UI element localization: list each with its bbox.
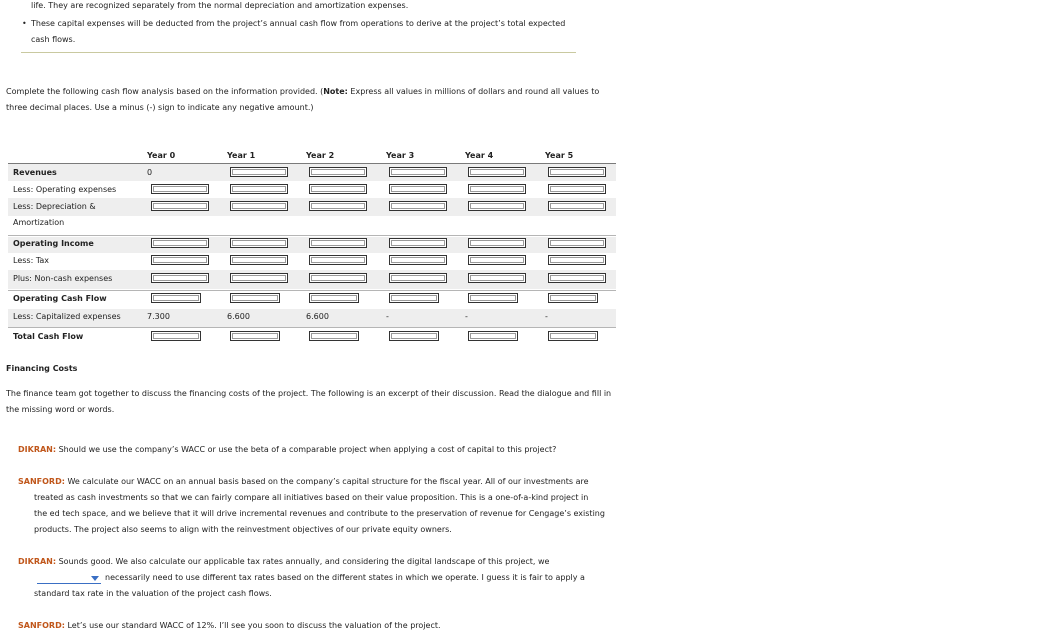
tax-rate-dropdown[interactable] [37, 573, 101, 584]
input-ocf-year0[interactable] [151, 293, 201, 303]
instructions-note: Note: [323, 87, 348, 96]
header-year-0: Year 0 [147, 151, 176, 160]
speaker-sanford: SANFORD: [18, 477, 65, 486]
input-opex-year5[interactable] [548, 184, 606, 194]
dialogue-sanford-2 [18, 618, 441, 634]
dikran2-text-1: Sounds good. We also calculate our applicable tax rates annually, and considering the digital landscape of this project, we [56, 557, 550, 566]
label-capitalized: Less: Capitalized expenses [13, 312, 121, 321]
input-ocf-year4[interactable] [468, 293, 518, 303]
speaker-dikran-2: DIKRAN: [18, 557, 57, 566]
input-noncash-year4[interactable] [468, 273, 526, 283]
input-depreciation-year0[interactable] [151, 201, 209, 211]
dialogue-dikran-2 [18, 554, 549, 570]
capitalized-year2: 6.600 [306, 312, 329, 321]
label-revenues: Revenues [13, 168, 57, 177]
bullet: • [22, 19, 27, 28]
header-year-4: Year 4 [465, 151, 494, 160]
intro-line-3: cash flows. [31, 35, 76, 44]
input-revenue-year2[interactable] [309, 167, 367, 177]
instructions-line-1 [6, 84, 599, 100]
input-opex-year0[interactable] [151, 184, 209, 194]
input-operating-income-year3[interactable] [389, 238, 447, 248]
input-operating-income-year1[interactable] [230, 238, 288, 248]
label-total-cash-flow: Total Cash Flow [13, 332, 84, 341]
input-depreciation-year4[interactable] [468, 201, 526, 211]
input-tax-year3[interactable] [389, 255, 447, 265]
input-revenue-year3[interactable] [389, 167, 447, 177]
sanford-text-4: products. The project also seems to align with the reinvestment objectives of our private equity owners. [34, 525, 452, 534]
input-noncash-year3[interactable] [389, 273, 447, 283]
label-noncash: Plus: Non-cash expenses [13, 274, 113, 283]
input-depreciation-year5[interactable] [548, 201, 606, 211]
label-tax: Less: Tax [13, 256, 50, 265]
input-operating-income-year0[interactable] [151, 238, 209, 248]
instructions-text-b: Express all values in millions of dollars and round all values to [347, 87, 600, 96]
input-tax-year4[interactable] [468, 255, 526, 265]
dikran2-text-3: standard tax rate in the valuation of the project cash flows. [34, 589, 272, 598]
input-operating-income-year2[interactable] [309, 238, 367, 248]
capitalized-year3: - [386, 312, 389, 321]
header-year-1: Year 1 [227, 151, 256, 160]
capitalized-year0: 7.300 [147, 312, 170, 321]
input-revenue-year5[interactable] [548, 167, 606, 177]
input-opex-year2[interactable] [309, 184, 367, 194]
input-revenue-year4[interactable] [468, 167, 526, 177]
input-tax-year2[interactable] [309, 255, 367, 265]
rule-before-operating-income [8, 235, 616, 236]
label-depreciation-2: Amortization [13, 218, 65, 227]
input-opex-year4[interactable] [468, 184, 526, 194]
revenues-year0-value: 0 [147, 168, 153, 177]
speaker-dikran: DIKRAN: [18, 445, 57, 454]
input-total-cash-flow-year5[interactable] [548, 331, 598, 341]
input-noncash-year1[interactable] [230, 273, 288, 283]
input-total-cash-flow-year2[interactable] [309, 331, 359, 341]
input-revenue-year1[interactable] [230, 167, 288, 177]
capitalized-year1: 6.600 [227, 312, 250, 321]
dikran-text-1: Should we use the company’s WACC or use the beta of a comparable project when applying a cost of capital to this project? [56, 445, 557, 454]
rule-before-ocf [8, 290, 616, 291]
input-operating-income-year4[interactable] [468, 238, 526, 248]
input-noncash-year5[interactable] [548, 273, 606, 283]
financing-intro-1: The finance team got together to discuss the financing costs of the project. The following is an excerpt of their discussion. Read the dialogue and fill in [6, 389, 612, 398]
input-tax-year0[interactable] [151, 255, 209, 265]
input-noncash-year2[interactable] [309, 273, 367, 283]
intro-line-1: life. They are recognized separately from the normal depreciation and amortization expenses. [31, 1, 409, 10]
sanford-text-1: We calculate our WACC on an annual basis based on the company’s capital structure for the fiscal year. All of our investments are [64, 477, 589, 486]
input-depreciation-year2[interactable] [309, 201, 367, 211]
sanford-text-3: the ed tech space, and we believe that it will drive incremental revenues and contribute to the preservation of revenue for Cengage’s existing [34, 509, 605, 518]
sanford-text-2: treated as cash investments so that we can fairly compare all initiatives based on their value proposition. This is a one-of-a-kind project in [34, 493, 589, 502]
header-year-2: Year 2 [306, 151, 335, 160]
input-tax-year5[interactable] [548, 255, 606, 265]
header-year-5: Year 5 [545, 151, 574, 160]
input-ocf-year2[interactable] [309, 293, 359, 303]
input-noncash-year0[interactable] [151, 273, 209, 283]
financing-title: Financing Costs [6, 364, 78, 373]
section-divider [21, 52, 576, 53]
dialogue-dikran-1 [18, 442, 556, 458]
rule-before-total [8, 327, 616, 328]
intro-line-2: These capital expenses will be deducted from the project’s annual cash flow from operations to derive at the project’s total expected [31, 19, 566, 28]
input-total-cash-flow-year0[interactable] [151, 331, 201, 341]
input-ocf-year1[interactable] [230, 293, 280, 303]
sanford2-text: Let’s use our standard WACC of 12%. I’ll see you soon to discuss the valuation of the project. [64, 621, 441, 630]
capitalized-year4: - [465, 312, 468, 321]
header-year-3: Year 3 [386, 151, 415, 160]
label-depreciation-1: Less: Depreciation & [13, 202, 96, 211]
label-operating-cash-flow: Operating Cash Flow [13, 294, 107, 303]
input-tax-year1[interactable] [230, 255, 288, 265]
instructions-line-2: three decimal places. Use a minus (-) sign to indicate any negative amount.) [6, 103, 314, 112]
input-opex-year3[interactable] [389, 184, 447, 194]
chevron-down-icon [91, 576, 99, 581]
input-total-cash-flow-year3[interactable] [389, 331, 439, 341]
input-ocf-year3[interactable] [389, 293, 439, 303]
input-depreciation-year1[interactable] [230, 201, 288, 211]
label-operating-income: Operating Income [13, 239, 94, 248]
input-total-cash-flow-year1[interactable] [230, 331, 280, 341]
input-total-cash-flow-year4[interactable] [468, 331, 518, 341]
input-ocf-year5[interactable] [548, 293, 598, 303]
input-operating-income-year5[interactable] [548, 238, 606, 248]
dialogue-sanford-1 [18, 474, 589, 490]
capitalized-year5: - [545, 312, 548, 321]
label-operating-expenses: Less: Operating expenses [13, 185, 117, 194]
financing-intro-2: the missing word or words. [6, 405, 115, 414]
speaker-sanford-2: SANFORD: [18, 621, 65, 630]
dikran2-text-2: necessarily need to use different tax rates based on the different states in which we operate. I guess it is fair to apply a [105, 573, 585, 582]
input-depreciation-year3[interactable] [389, 201, 447, 211]
instructions-text-a: Complete the following cash flow analysis based on the information provided. ( [6, 87, 324, 96]
input-opex-year1[interactable] [230, 184, 288, 194]
